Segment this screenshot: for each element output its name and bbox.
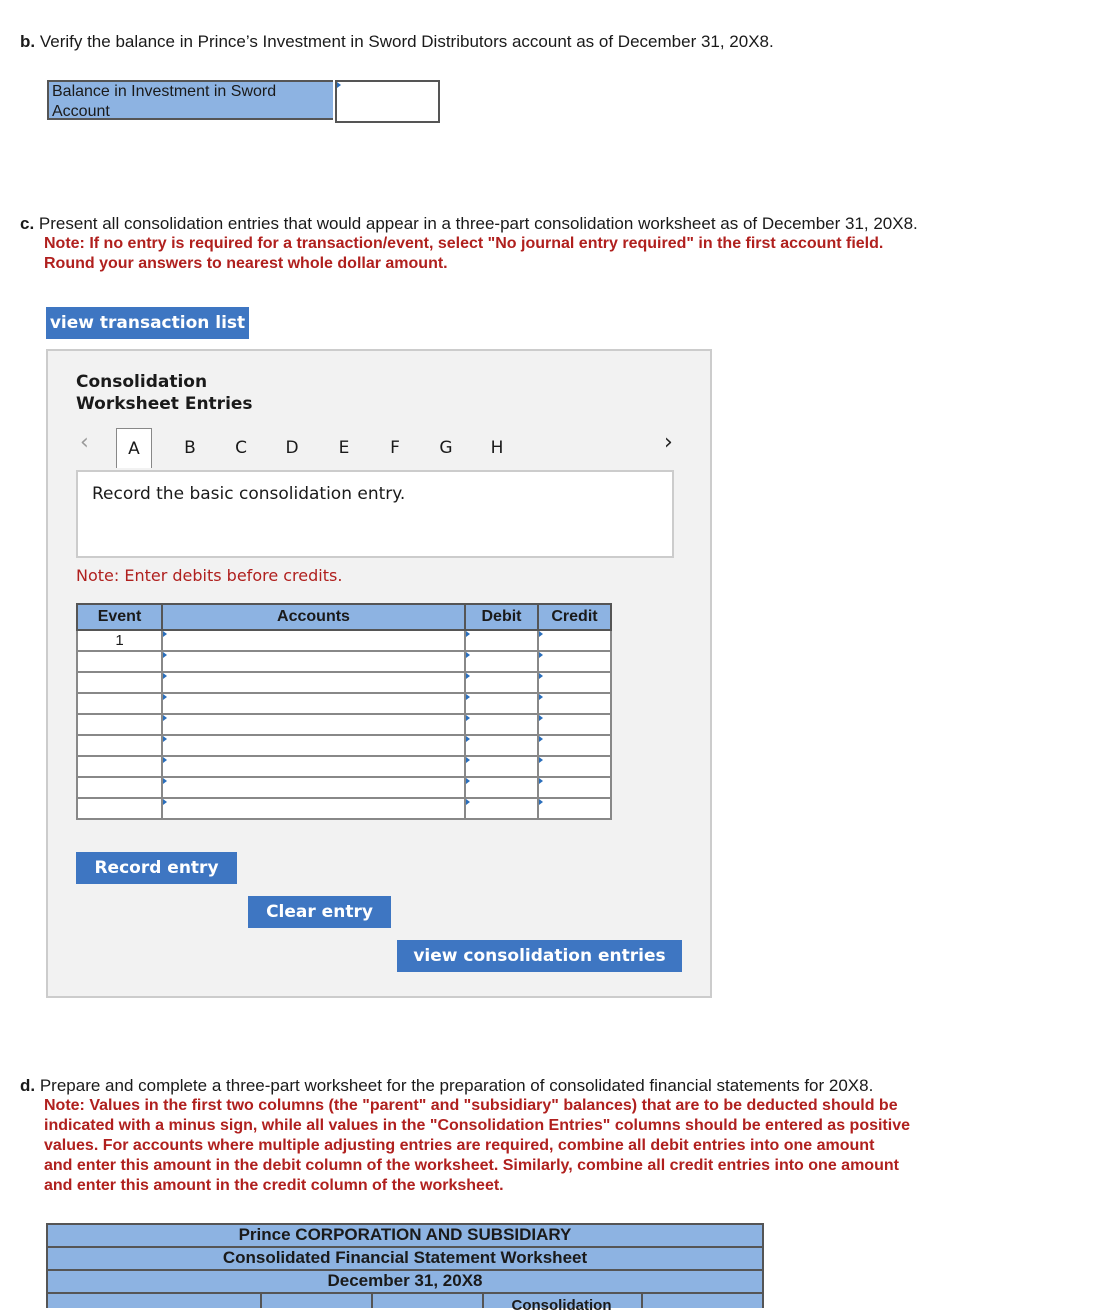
note-d-line: and enter this amount in the credit column of the worksheet. [44,1177,504,1194]
input-marker-icon [466,694,470,700]
debit-field[interactable] [465,735,538,756]
debit-field[interactable] [465,777,538,798]
input-marker-icon [466,736,470,742]
panel-title-line2: Worksheet Entries [76,394,253,414]
question-letter: b. [20,32,36,51]
question-text: Present all consolidation entries that would appear in a three-part consolidation worksheet as of December 31, 20X8. [38,214,918,233]
credit-header: Credit [538,604,611,630]
column-divider [371,1294,373,1308]
tab-e[interactable]: E [338,438,350,458]
question-letter: c. [20,214,35,233]
table-row [77,672,611,693]
chevron-right-icon[interactable]: › [664,430,673,455]
input-marker-icon [466,673,470,679]
worksheet-date-text: December 31, 20X8 [327,1271,483,1290]
tab-g[interactable]: G [439,438,453,458]
input-marker-icon [163,715,167,721]
table-row [77,798,611,819]
input-marker-icon [163,673,167,679]
record-entry-button[interactable]: Record entry [76,852,237,884]
input-marker-icon [163,631,167,637]
worksheet-company-text: Prince CORPORATION AND SUBSIDIARY [238,1225,572,1244]
accounts-header: Accounts [162,604,465,630]
account-field[interactable] [162,777,465,798]
note-d-line: indicated with a minus sign, while all values in the "Consolidation Entries" columns should be entered as positive [44,1117,910,1134]
event-cell[interactable] [77,672,162,693]
input-marker-icon [466,757,470,763]
input-marker-icon [539,694,543,700]
consolidation-header: Consolidation [511,1297,612,1314]
credit-field[interactable] [538,777,611,798]
event-cell[interactable] [77,735,162,756]
worksheet-date [46,1269,764,1292]
input-marker-icon [466,715,470,721]
note-d-line: values. For accounts where multiple adjusting entries are required, combine all debit entries into one amount [44,1137,875,1154]
input-marker-icon [466,799,470,805]
panel-title-line1: Consolidation [76,372,208,392]
input-marker-icon [539,736,543,742]
input-marker-icon [539,757,543,763]
credit-field[interactable] [538,693,611,714]
debit-credit-note: Note: Enter debits before credits. [76,566,343,585]
input-marker-icon [163,736,167,742]
worksheet-company [46,1223,764,1246]
account-field[interactable] [162,630,465,651]
input-marker-icon [466,631,470,637]
balance-input[interactable] [335,80,440,123]
table-row [77,714,611,735]
panel-title [76,371,253,415]
credit-field[interactable] [538,672,611,693]
tab-c[interactable]: C [235,438,247,458]
clear-entry-button[interactable]: Clear entry [248,896,391,928]
question-b [20,32,774,52]
tab-a[interactable]: A [116,428,152,468]
account-field[interactable] [162,798,465,819]
tab-h[interactable]: H [490,438,504,458]
debit-field[interactable] [465,714,538,735]
event-cell[interactable] [77,756,162,777]
chevron-left-icon[interactable]: ‹ [80,430,89,455]
input-marker-icon [539,673,543,679]
tab-d[interactable]: D [285,438,299,458]
worksheet-title [46,1246,764,1269]
debit-field[interactable] [465,672,538,693]
tab-f[interactable]: F [390,438,400,458]
debit-field[interactable] [465,756,538,777]
table-row [77,735,611,756]
entry-table [76,603,612,820]
account-field[interactable] [162,714,465,735]
input-marker-icon [163,694,167,700]
question-d [20,1076,873,1096]
input-marker-icon [539,778,543,784]
note-d-line: Note: Values in the first two columns (the "parent" and "subsidiary" balances) that are to be deducted should be [44,1097,898,1114]
account-field[interactable] [162,756,465,777]
input-marker-icon [163,778,167,784]
note-c-line1: Note: If no entry is required for a transaction/event, select "No journal entry required" in the first account field. [44,235,884,252]
input-marker-icon [539,652,543,658]
credit-field[interactable] [538,798,611,819]
credit-field[interactable] [538,630,611,651]
column-divider [260,1294,262,1308]
entry-description: Record the basic consolidation entry. [76,470,674,558]
credit-field[interactable] [538,714,611,735]
table-row [77,630,611,651]
debit-field[interactable] [465,630,538,651]
input-marker-icon [163,757,167,763]
event-cell[interactable]: 1 [77,630,162,651]
tab-b[interactable]: B [184,438,196,458]
event-cell[interactable] [77,714,162,735]
column-divider [641,1294,643,1308]
note-c-line2: Round your answers to nearest whole dollar amount. [44,255,448,272]
table-row [77,756,611,777]
input-marker-icon [337,82,341,88]
input-marker-icon [539,631,543,637]
input-marker-icon [466,652,470,658]
event-cell[interactable] [77,798,162,819]
credit-field[interactable] [538,651,611,672]
input-marker-icon [163,652,167,658]
table-row [77,693,611,714]
event-cell[interactable] [77,777,162,798]
account-field[interactable] [162,735,465,756]
debit-field[interactable] [465,693,538,714]
note-d [44,1096,910,1196]
question-letter: d. [20,1076,36,1095]
input-marker-icon [466,778,470,784]
worksheet-column-header [46,1292,764,1314]
note-d-line: and enter this amount in the debit column of the worksheet. Similarly, combine all credit entries into one amount [44,1157,899,1174]
question-text: Prepare and complete a three-part worksheet for the preparation of consolidated financial statements for 20X8. [39,1076,874,1095]
account-field[interactable] [162,693,465,714]
account-field[interactable] [162,672,465,693]
event-cell[interactable] [77,651,162,672]
account-field[interactable] [162,651,465,672]
input-marker-icon [539,715,543,721]
view-transaction-list-button[interactable]: view transaction list [46,307,249,339]
credit-field[interactable] [538,756,611,777]
input-marker-icon [163,799,167,805]
table-row [77,651,611,672]
event-cell[interactable] [77,693,162,714]
debit-header: Debit [465,604,538,630]
event-header: Event [77,604,162,630]
worksheet-title-text: Consolidated Financial Statement Worksheet [222,1248,588,1267]
debit-field[interactable] [465,651,538,672]
question-text: Verify the balance in Prince’s Investment in Sword Distributors account as of December 31, 20X8. [39,32,774,51]
input-marker-icon [539,799,543,805]
credit-field[interactable] [538,735,611,756]
question-c [20,214,918,234]
debit-field[interactable] [465,798,538,819]
balance-label: Balance in Investment in Sword Account [47,80,333,120]
table-row [77,777,611,798]
view-consolidation-entries-button[interactable]: view consolidation entries [397,940,682,972]
